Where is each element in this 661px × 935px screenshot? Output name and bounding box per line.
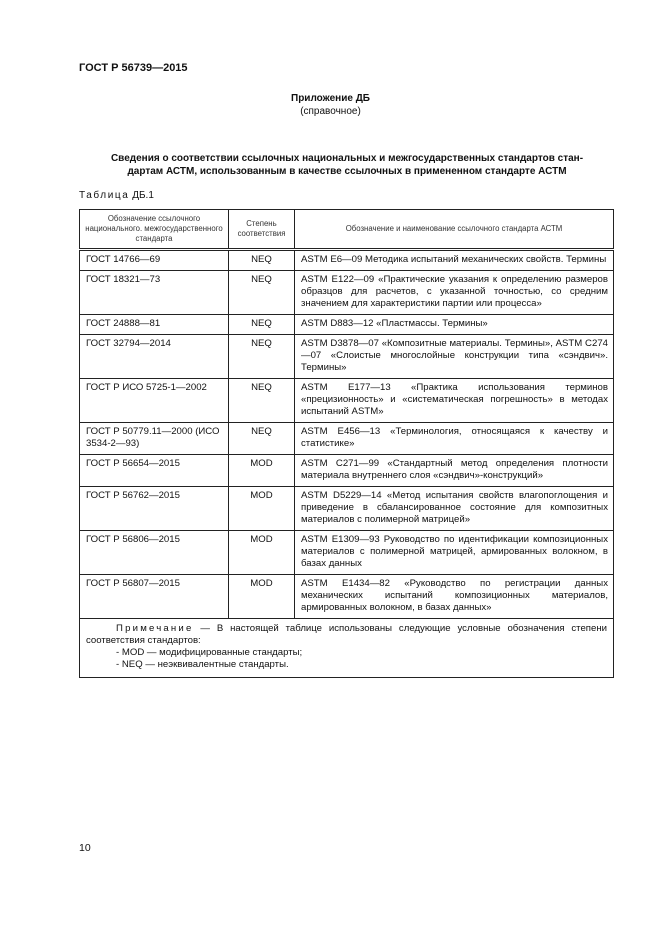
cell-standard: ГОСТ Р 56762—2015 <box>80 487 229 531</box>
cell-standard: ГОСТ Р ИСО 5725-1—2002 <box>80 379 229 423</box>
document-code: ГОСТ Р 56739—2015 <box>79 62 188 74</box>
table-caption <box>79 190 154 201</box>
table-header-row <box>80 210 614 250</box>
note-label: Примечание <box>116 623 194 634</box>
table-row <box>80 423 614 455</box>
cell-degree: MOD <box>229 455 295 487</box>
cell-standard: ГОСТ 24888—81 <box>80 315 229 335</box>
annex-subtitle: (справочное) <box>300 106 361 117</box>
cell-degree: NEQ <box>229 423 295 455</box>
heading-line-1: Сведения о соответствии ссылочных национальных и межгосударственных стандартов стан- <box>110 153 584 164</box>
cell-standard: ГОСТ 32794—2014 <box>80 335 229 379</box>
cell-astm: ASTM E6—09 Методика испытаний механических свойств. Термины <box>295 250 614 271</box>
cell-astm: ASTM E1309—93 Руководство по идентификации композиционных материалов с полимерной матрицей, армированных волокном, в базах данных <box>295 531 614 575</box>
cell-astm: ASTM D883—12 «Пластмассы. Термины» <box>295 315 614 335</box>
cell-standard: ГОСТ Р 56806—2015 <box>80 531 229 575</box>
cell-standard: ГОСТ 18321—73 <box>80 271 229 315</box>
cell-standard: ГОСТ 14766—69 <box>80 250 229 271</box>
table-row <box>80 487 614 531</box>
table-row <box>80 379 614 423</box>
correspondence-table <box>79 209 614 678</box>
header-degree: Степень соответствия <box>229 210 295 250</box>
cell-degree: MOD <box>229 575 295 619</box>
header-astm-standard: Обозначение и наименование ссылочного стандарта АСТМ <box>295 210 614 250</box>
cell-degree: NEQ <box>229 379 295 423</box>
note-text <box>86 623 607 647</box>
cell-degree: NEQ <box>229 335 295 379</box>
table-note <box>80 619 614 678</box>
page-number: 10 <box>79 842 91 854</box>
cell-standard: ГОСТ Р 56807—2015 <box>80 575 229 619</box>
header-national-standard: Обозначение ссылочного национального. межгосударственного стандарта <box>80 210 229 250</box>
cell-degree: MOD <box>229 531 295 575</box>
cell-astm: ASTM E122—09 «Практические указания к определению размеров образцов для расчетов, с указанной точностью, со средним значением для характеристики партии или процесса» <box>295 271 614 315</box>
cell-standard: ГОСТ Р 56654—2015 <box>80 455 229 487</box>
cell-standard: ГОСТ Р 50779.11—2000 (ИСО 3534-2—93) <box>80 423 229 455</box>
table-row <box>80 575 614 619</box>
note-body: — В настоящей таблице использованы следующие условные обозначения степени соответствия стандартов: <box>86 623 607 646</box>
table-row <box>80 271 614 315</box>
cell-degree: NEQ <box>229 315 295 335</box>
cell-astm: ASTM D3878—07 «Композитные материалы. Термины», ASTM C274—07 «Слоистые многослойные конструкции типа «сэндвич». Термины» <box>295 335 614 379</box>
cell-astm: ASTM E456—13 «Терминология, относящаяся к качеству и статистике» <box>295 423 614 455</box>
cell-astm: ASTM C271—99 «Стандартный метод определения плотности материала внутреннего слоя «сэндвич»-конструкций» <box>295 455 614 487</box>
note-item-mod: - MOD — модифицированные стандарты; <box>116 647 303 658</box>
cell-astm: ASTM E1434—82 «Руководство по регистрации данных механических испытаний композиционных материалов, армированных волокном, в базах данных» <box>295 575 614 619</box>
note-item-neq: - NEQ — неэквивалентные стандарты. <box>116 659 289 670</box>
table-row <box>80 250 614 271</box>
table-row <box>80 455 614 487</box>
table-caption-label: Таблица <box>79 190 130 201</box>
cell-degree: NEQ <box>229 250 295 271</box>
cell-degree: NEQ <box>229 271 295 315</box>
table-row <box>80 315 614 335</box>
cell-astm: ASTM E177—13 «Практика использования терминов «прецизионность» и «систематическая погрешность» в методах испытаний ASTM» <box>295 379 614 423</box>
heading-line-2: дартам АСТМ, использованным в качестве ссылочных в примененном стандарте АСТМ <box>127 166 567 177</box>
annex-block <box>0 92 661 118</box>
table-caption-number: ДБ.1 <box>129 190 154 201</box>
table-row <box>80 335 614 379</box>
table-row <box>80 531 614 575</box>
table-note-row <box>80 619 614 678</box>
cell-degree: MOD <box>229 487 295 531</box>
cell-astm: ASTM D5229—14 «Метод испытания свойств влагопоглощения и приведение в сбалансированное состояние для композитных материалов с полимерной матрицей» <box>295 487 614 531</box>
annex-title: Приложение ДБ <box>291 93 370 104</box>
section-heading <box>82 152 612 178</box>
